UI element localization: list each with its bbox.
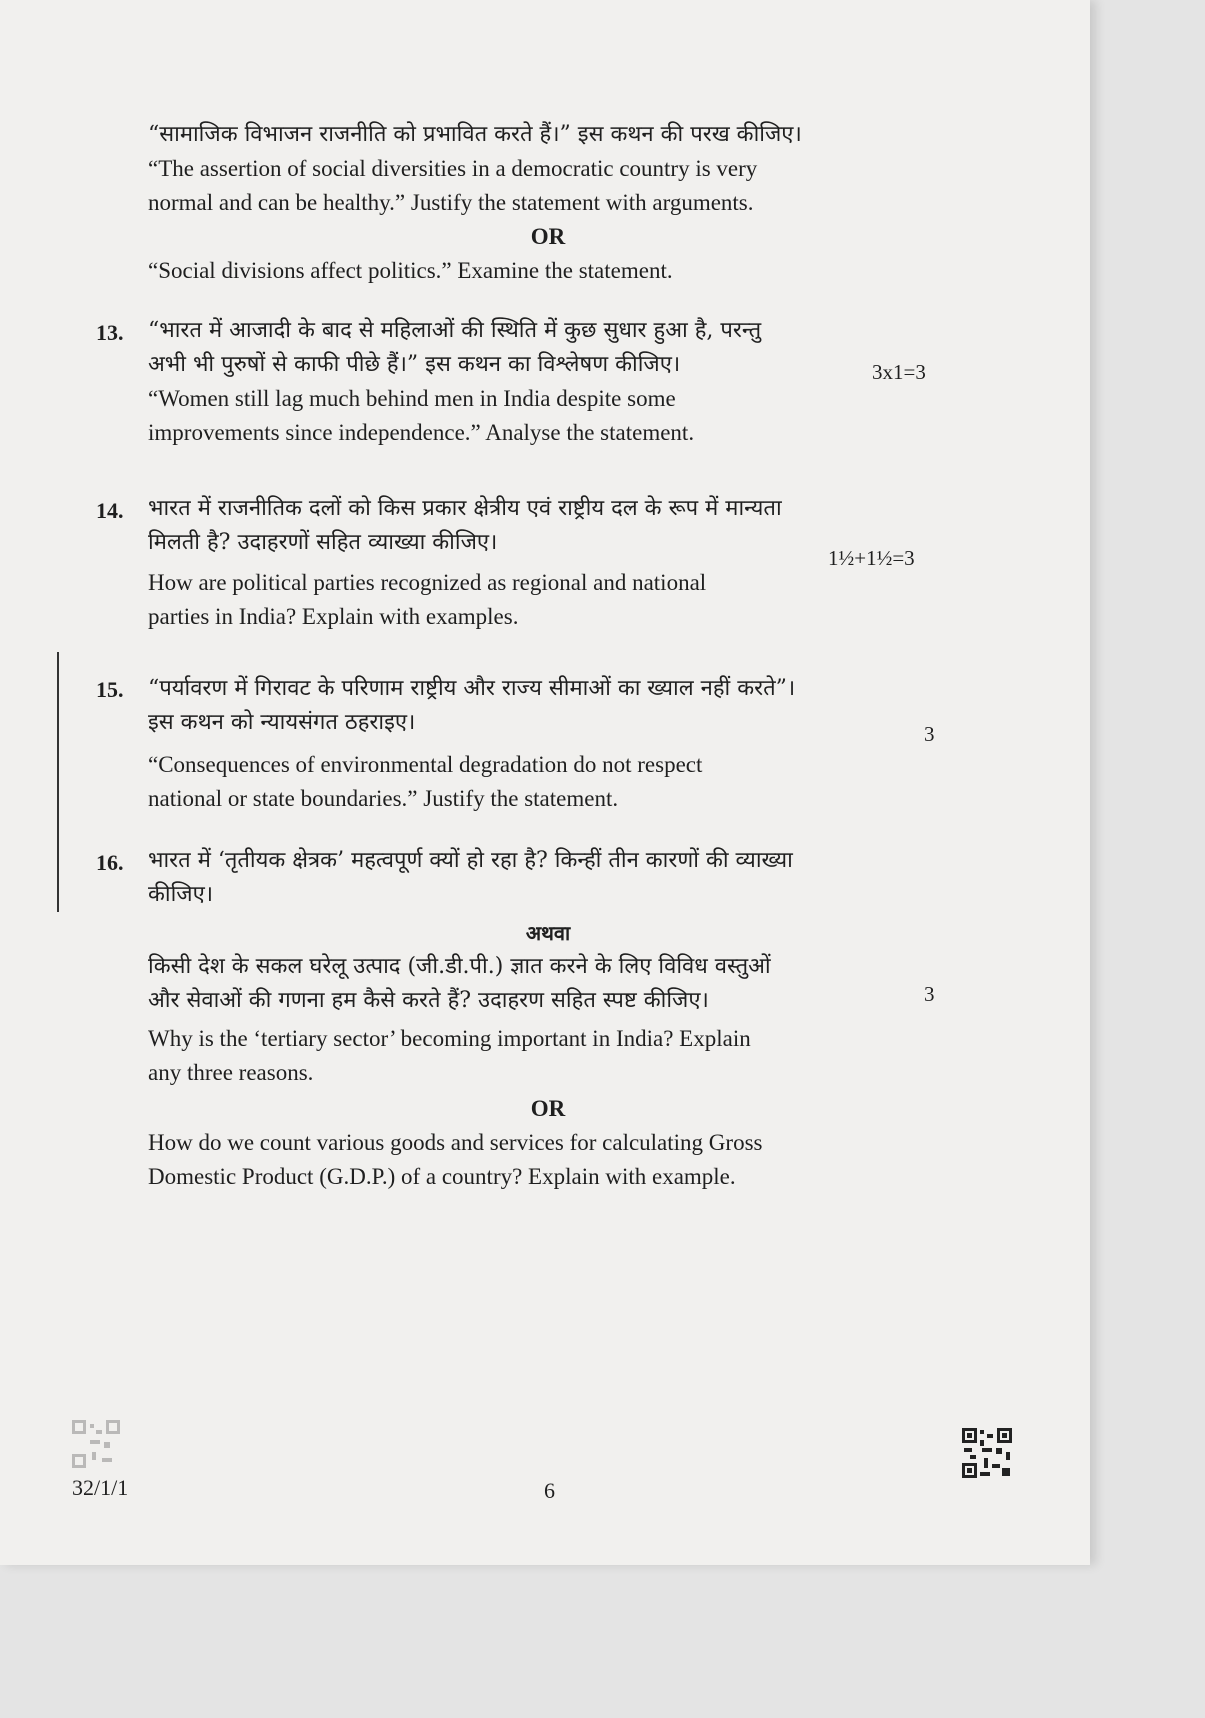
q16-english-1: Why is the ‘tertiary sector’ becoming important in India? Explain: [148, 1026, 751, 1051]
q16-athva: अथवा: [525, 921, 571, 945]
question-15: [148, 672, 948, 816]
question-12: [148, 118, 948, 288]
q16-english-2: any three reasons.: [148, 1060, 314, 1085]
q16-number: 16.: [96, 850, 124, 875]
paper-code: 32/1/1: [72, 1475, 129, 1500]
margin-line: [57, 652, 59, 912]
q15-hindi-1: “पर्यावरण में गिरावट के परिणाम राष्ट्रीय और राज्य सीमाओं का ख्याल नहीं करते”।: [148, 676, 796, 701]
q16-hindi-2: कीजिए।: [148, 882, 214, 907]
q13-english-2: improvements since independence.” Analyse the statement.: [148, 420, 695, 445]
q16-or-hindi-2: और सेवाओं की गणना हम कैसे करते हैं? उदाहरण सहित स्पष्ट कीजिए।: [148, 988, 709, 1013]
q13-english-1: “Women still lag much behind men in India despite some: [148, 386, 676, 411]
question-16: [148, 844, 948, 1194]
q15-number: 15.: [96, 677, 124, 702]
faded-qr-code: [72, 1420, 120, 1468]
q14-english-2: parties in India? Explain with examples.: [148, 604, 519, 629]
q15-hindi-2: इस कथन को न्यायसंगत ठहराइए।: [148, 710, 416, 735]
page-number: 6: [544, 1478, 555, 1503]
q12-or: OR: [530, 224, 566, 249]
q12-hindi: “सामाजिक विभाजन राजनीति को प्रभावित करते हैं।” इस कथन की परख कीजिए।: [148, 122, 802, 147]
q12-english-2: normal and can be healthy.” Justify the statement with arguments.: [148, 190, 754, 215]
q14-number: 14.: [96, 498, 124, 523]
q16-marks: 3: [924, 982, 935, 1006]
q14-hindi-1: भारत में राजनीतिक दलों को किस प्रकार क्षेत्रीय एवं राष्ट्रीय दल के रूप में मान्यता: [148, 496, 782, 521]
q13-hindi-1: “भारत में आजादी के बाद से महिलाओं की स्थिति में कुछ सुधार हुआ है, परन्तु: [148, 318, 762, 343]
q13-number: 13.: [96, 320, 124, 345]
q14-marks: 1½+1½=3: [828, 546, 915, 570]
q16-or-hindi-1: किसी देश के सकल घरेलू उत्पाद (जी.डी.पी.) ज्ञात करने के लिए विविध वस्तुओं: [148, 954, 771, 979]
q16-or: OR: [530, 1096, 566, 1121]
qr-code: [962, 1428, 1012, 1478]
q14-hindi-2: मिलती है? उदाहरणों सहित व्याख्या कीजिए।: [148, 530, 498, 555]
q14-english-1: How are political parties recognized as regional and national: [148, 570, 707, 595]
q13-hindi-2: अभी भी पुरुषों से काफी पीछे हैं।” इस कथन का विश्लेषण कीजिए।: [148, 352, 681, 377]
q15-english-1: “Consequences of environmental degradation do not respect: [148, 752, 703, 777]
q15-english-2: national or state boundaries.” Justify the statement.: [148, 786, 619, 811]
q16-or-english-1: How do we count various goods and services for calculating Gross: [148, 1130, 763, 1155]
q12-english-1: “The assertion of social diversities in a democratic country is very: [148, 156, 758, 181]
q13-marks: 3x1=3: [872, 360, 926, 384]
q15-marks: 3: [924, 722, 935, 746]
q12-or-english: “Social divisions affect politics.” Examine the statement.: [148, 258, 673, 283]
q16-hindi-1: भारत में ‘तृतीयक क्षेत्रक’ महत्वपूर्ण क्यों हो रहा है? किन्हीं तीन कारणों की व्याख्या: [148, 848, 793, 873]
q16-or-english-2: Domestic Product (G.D.P.) of a country? Explain with example.: [148, 1164, 736, 1189]
question-13: [148, 314, 948, 450]
